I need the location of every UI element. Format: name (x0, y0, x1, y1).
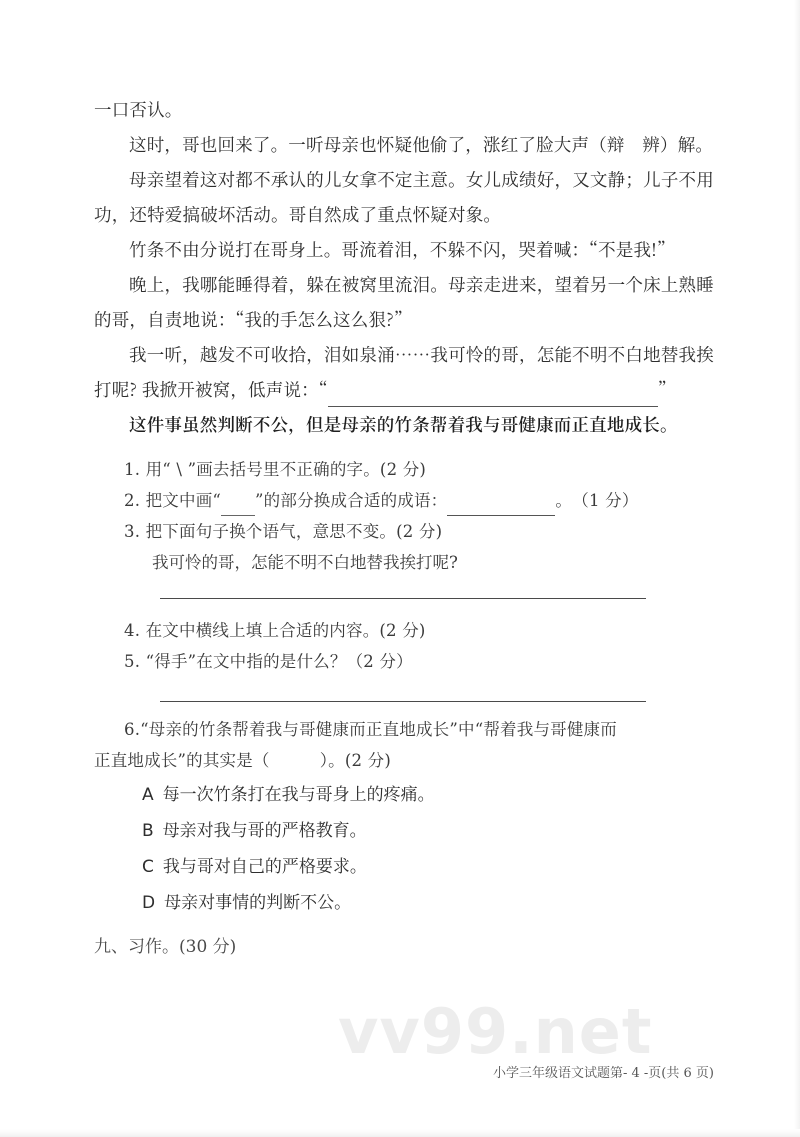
question-1-number: 1. (124, 460, 141, 479)
question-3-number: 3. (124, 522, 141, 541)
question-2 (94, 485, 714, 516)
question-2-text-before: 把文中画“ (145, 491, 222, 510)
option-b-letter: B (142, 821, 154, 841)
passage-fill-in-blank[interactable] (328, 387, 658, 407)
passage-paragraph: 母亲望着这对都不承认的儿女拿不定主意。女儿成绩好，又文静；儿子不用功，还特爱搞破坏活动。哥自然成了重点怀疑对象。 (94, 167, 714, 227)
question-2-sample-underline (221, 501, 255, 516)
question-3-sentence: 我可怜的哥，怎能不明不白地替我挨打呢? (152, 553, 458, 572)
page-footer: 小学三年级语文试题第- 4 -页(共 6 页) (492, 1066, 714, 1081)
passage-paragraph: 这时，哥也回来了。一听母亲也怀疑他偷了，涨红了脸大声（辩 辨）解。 (129, 132, 714, 157)
page-edge-bottom (0, 1129, 800, 1137)
question-6-option-a[interactable] (94, 776, 714, 812)
passage-paragraph: 晚上，我哪能睡得着，躲在被窝里流泪。母亲走进来，望着另一个床上熟睡的哥，自责地说：“我的手怎么这么狠?” (94, 272, 714, 332)
option-a-text: 每一次竹条打在我与哥身上的疼痛。 (162, 780, 435, 805)
watermark-vv99net: vv99.net (338, 995, 653, 1068)
passage-blank-prefix: 我一听，越发不可收拾，泪如泉涌……我可怜的哥，怎能不明不白地替我挨打呢? 我掀开被窝，低声说：“ (94, 342, 714, 402)
passage-closing-sentence: 这件事虽然判断不公，但是母亲的竹条帮着我与哥健康而正直地成长。 (129, 412, 678, 437)
question-4-text: 在文中横线上填上合适的内容。(2 分) (145, 621, 426, 640)
question-3-text: 把下面句子换个语气，意思不变。(2 分) (145, 522, 443, 541)
question-2-text-tail: 。 （1 分） (555, 491, 639, 510)
exam-content (94, 92, 714, 962)
passage-paragraph-with-blank (94, 337, 714, 407)
question-3 (94, 516, 714, 547)
section-heading-nine: 九、习作。(30 分) (94, 937, 237, 957)
question-6-line-2: 正直地成长”的其实是（ ）。(2 分) (94, 751, 392, 770)
page-edge-right (794, 0, 800, 1137)
question-4-number: 4. (124, 621, 141, 640)
question-6-option-d[interactable] (94, 884, 714, 920)
question-4 (94, 615, 714, 646)
option-d-letter: D (142, 893, 156, 913)
option-c-letter: C (142, 857, 154, 877)
question-6-option-c[interactable] (94, 848, 714, 884)
question-2-number: 2. (124, 491, 141, 510)
question-1-text: 用“ \ ”画去括号里不正确的字。(2 分) (145, 460, 427, 479)
option-d-text: 母亲对事情的判断不公。 (164, 888, 352, 913)
question-2-answer-blank[interactable] (447, 498, 555, 516)
passage-paragraph: 一口否认。 (94, 97, 183, 122)
question-6-line-1: 6.“母亲的竹条帮着我与哥健康而正直地成长”中“帮着我与哥健康而 (124, 720, 617, 739)
option-a-letter: A (142, 785, 154, 805)
question-6-option-b[interactable] (94, 812, 714, 848)
passage-blank-suffix: ” (657, 377, 676, 402)
question-5 (94, 646, 714, 677)
passage-paragraph: 竹条不由分说打在哥身上。哥流着泪，不躲不闪，哭着喊：“不是我!” (129, 237, 675, 262)
question-5-text: “得手”在文中指的是什么？（2 分） (145, 652, 413, 671)
question-1 (94, 454, 714, 485)
option-b-text: 母亲对我与哥的严格教育。 (162, 816, 367, 841)
option-c-text: 我与哥对自己的严格要求。 (162, 852, 367, 877)
question-5-number: 5. (124, 652, 141, 671)
question-2-text-after: ”的部分换成合适的成语： (255, 491, 448, 510)
